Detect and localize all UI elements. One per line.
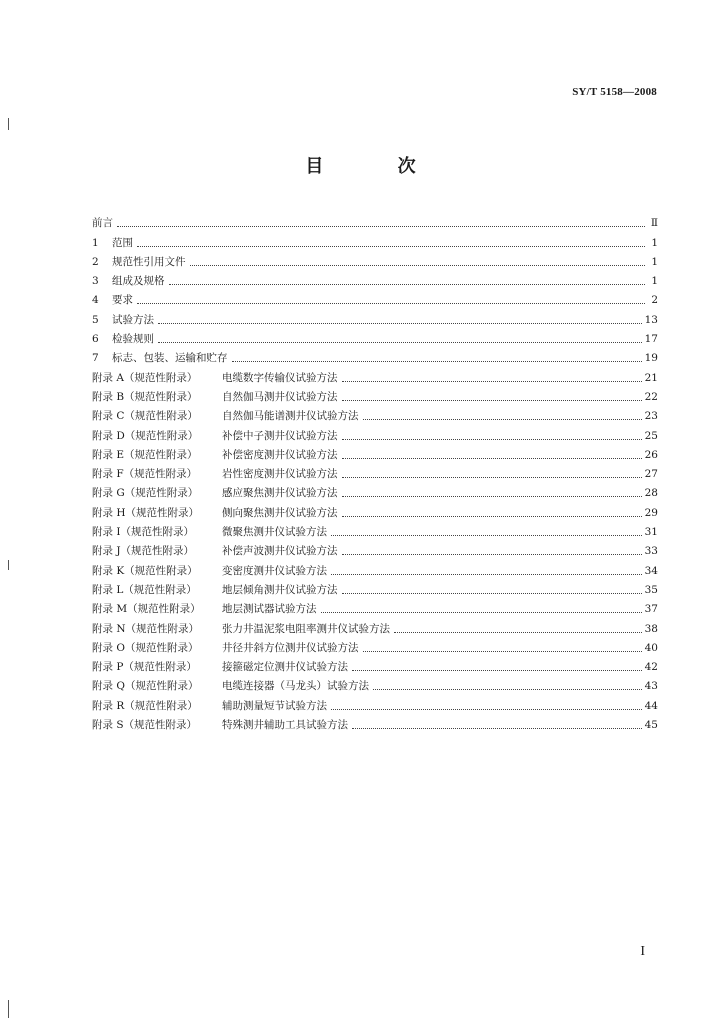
toc-page-number: 33	[644, 545, 658, 558]
toc-entry	[92, 250, 658, 269]
toc-page-number: 21	[644, 371, 658, 384]
toc-entry-number: 3	[92, 275, 99, 288]
toc-appendix-label: 附录 O（规范性附录）	[92, 641, 199, 654]
toc-entry	[92, 636, 658, 655]
toc-entry	[92, 269, 658, 288]
dot-leader	[321, 612, 642, 613]
toc-entry	[92, 462, 658, 481]
dot-leader	[394, 632, 642, 633]
dot-leader	[342, 496, 642, 497]
dot-leader	[342, 593, 642, 594]
toc-appendix-label: 附录 K（规范性附录）	[92, 564, 198, 577]
table-of-contents	[92, 211, 658, 732]
dot-leader	[158, 342, 642, 343]
dot-leader	[158, 323, 642, 324]
toc-page-number: 1	[651, 236, 658, 249]
toc-entry-title: 辅助测量短节试验方法	[222, 699, 327, 712]
toc-entry-title: 电缆连接器（马龙头）试验方法	[222, 680, 369, 693]
toc-entry-title: 岩性密度测井仪试验方法	[222, 468, 338, 481]
toc-entry	[92, 230, 658, 249]
toc-entry-title: 侧向聚焦测井仪试验方法	[222, 506, 338, 519]
toc-page-number: 13	[644, 313, 658, 326]
toc-entry-title: 微聚焦测井仪试验方法	[222, 526, 327, 539]
toc-appendix-label: 附录 L（规范性附录）	[92, 583, 197, 596]
toc-appendix-label: 附录 P（规范性附录）	[92, 661, 197, 674]
toc-entry	[92, 539, 658, 558]
dot-leader	[331, 535, 642, 536]
dot-leader	[169, 284, 646, 285]
toc-entry	[92, 288, 658, 307]
toc-entry	[92, 674, 658, 693]
toc-page-number: 25	[644, 429, 658, 442]
toc-entry	[92, 307, 658, 326]
dot-leader	[190, 265, 646, 266]
toc-page-number: 35	[644, 583, 658, 596]
toc-page-number: 1	[651, 275, 658, 288]
toc-appendix-label: 附录 N（规范性附录）	[92, 622, 200, 635]
toc-entry-title: 补偿中子测井仪试验方法	[222, 429, 338, 442]
toc-entry	[92, 365, 658, 384]
toc-appendix-label: 附录 E（规范性附录）	[92, 448, 198, 461]
dot-leader	[342, 458, 642, 459]
toc-appendix-label: 附录 D（规范性附录）	[92, 429, 199, 442]
toc-entry-title: 组成及规格	[112, 275, 165, 288]
toc-entry	[92, 713, 658, 732]
toc-entry	[92, 443, 658, 462]
dot-leader	[117, 226, 645, 227]
toc-entry	[92, 558, 658, 577]
toc-appendix-label: 附录 S（规范性附录）	[92, 719, 198, 732]
dot-leader	[342, 477, 642, 478]
toc-entry-title: 补偿密度测井仪试验方法	[222, 448, 338, 461]
toc-entry	[92, 385, 658, 404]
scan-edge-mark	[8, 1000, 9, 1018]
toc-page-number: 45	[644, 719, 658, 732]
toc-entry-title: 规范性引用文件	[112, 255, 186, 268]
toc-entry-title: 感应聚焦测井仪试验方法	[222, 487, 338, 500]
toc-entry-title: 变密度测井仪试验方法	[222, 564, 327, 577]
toc-entry	[92, 327, 658, 346]
toc-appendix-label: 附录 A（规范性附录）	[92, 371, 198, 384]
toc-entry-title: 地层倾角测井仪试验方法	[222, 583, 338, 596]
scan-edge-mark	[8, 118, 9, 130]
dot-leader	[342, 439, 642, 440]
toc-entry-title: 前言	[92, 217, 113, 230]
toc-entry	[92, 597, 658, 616]
dot-leader	[363, 651, 642, 652]
toc-page-number: 29	[644, 506, 658, 519]
toc-entry	[92, 520, 658, 539]
dot-leader	[363, 419, 642, 420]
toc-entry	[92, 500, 658, 519]
page-title: 目 次	[305, 156, 450, 177]
toc-appendix-label: 附录 J（规范性附录）	[92, 545, 195, 558]
toc-entry	[92, 346, 658, 365]
dot-leader	[342, 554, 642, 555]
toc-entry-title: 要求	[112, 294, 133, 307]
toc-appendix-label: 附录 G（规范性附录）	[92, 487, 199, 500]
toc-entry-number: 5	[92, 313, 99, 326]
toc-page-number: 37	[644, 603, 658, 616]
toc-entry	[92, 211, 658, 230]
toc-entry-title: 试验方法	[112, 313, 154, 326]
page-number: I	[640, 944, 645, 959]
toc-entry-title: 自然伽马能谱测井仪试验方法	[222, 410, 359, 423]
toc-entry-number: 6	[92, 333, 99, 346]
dot-leader	[352, 670, 642, 671]
dot-leader	[137, 246, 645, 247]
toc-entry	[92, 693, 658, 712]
toc-entry-number: 4	[92, 294, 99, 307]
toc-entry-number: 2	[92, 255, 99, 268]
toc-entry	[92, 404, 658, 423]
toc-page-number: 1	[651, 255, 658, 268]
toc-appendix-label: 附录 C（规范性附录）	[92, 410, 198, 423]
dot-leader	[331, 574, 642, 575]
toc-page-number: 43	[644, 680, 658, 693]
toc-entry-title: 地层测试器试验方法	[222, 603, 317, 616]
toc-entry	[92, 616, 658, 635]
toc-entry-title: 特殊测井辅助工具试验方法	[222, 719, 348, 732]
toc-entry	[92, 655, 658, 674]
toc-appendix-label: 附录 B（规范性附录）	[92, 390, 198, 403]
scan-edge-mark	[8, 560, 9, 570]
toc-page-number: 31	[644, 526, 658, 539]
toc-appendix-label: 附录 R（规范性附录）	[92, 699, 198, 712]
toc-entry-title: 井径井斜方位测井仪试验方法	[222, 641, 359, 654]
standard-code: SY/T 5158—2008	[572, 86, 657, 98]
toc-page-number: 38	[644, 622, 658, 635]
dot-leader	[232, 361, 642, 362]
toc-page-number: 17	[644, 333, 658, 346]
dot-leader	[342, 516, 642, 517]
toc-page-number: 23	[644, 410, 658, 423]
toc-page-number: 27	[644, 468, 658, 481]
toc-page-number: 22	[644, 390, 658, 403]
toc-page-number: 26	[644, 448, 658, 461]
dot-leader	[342, 381, 642, 382]
toc-appendix-label: 附录 Q（规范性附录）	[92, 680, 199, 693]
toc-entry-title: 张力井温泥浆电阻率测井仪试验方法	[222, 622, 390, 635]
dot-leader	[331, 709, 642, 710]
toc-page-number: 28	[644, 487, 658, 500]
toc-entry-title: 范围	[112, 236, 133, 249]
toc-entry	[92, 481, 658, 500]
toc-page-number: 42	[644, 661, 658, 674]
toc-entry	[92, 423, 658, 442]
toc-entry-title: 接箍磁定位测井仪试验方法	[222, 661, 348, 674]
toc-appendix-label: 附录 H（规范性附录）	[92, 506, 199, 519]
toc-appendix-label: 附录 I（规范性附录）	[92, 526, 194, 539]
toc-entry	[92, 578, 658, 597]
toc-entry-title: 补偿声波测井仪试验方法	[222, 545, 338, 558]
toc-entry-title: 标志、包装、运输和贮存	[112, 352, 228, 365]
toc-page-number: 19	[644, 352, 658, 365]
dot-leader	[342, 400, 642, 401]
toc-page-number: 34	[644, 564, 658, 577]
toc-entry-number: 7	[92, 352, 99, 365]
toc-page-number: 40	[644, 641, 658, 654]
dot-leader	[352, 728, 642, 729]
toc-entry-title: 电缆数字传输仪试验方法	[222, 371, 338, 384]
dot-leader	[373, 689, 642, 690]
toc-entry-title: 检验规则	[112, 333, 154, 346]
toc-entry-number: 1	[92, 236, 99, 249]
toc-appendix-label: 附录 M（规范性附录）	[92, 603, 201, 616]
toc-appendix-label: 附录 F（规范性附录）	[92, 468, 198, 481]
toc-page-number: 2	[651, 294, 658, 307]
toc-page-number: 44	[644, 699, 658, 712]
toc-page-number: Ⅱ	[650, 217, 658, 230]
dot-leader	[137, 303, 645, 304]
toc-entry-title: 自然伽马测井仪试验方法	[222, 390, 338, 403]
